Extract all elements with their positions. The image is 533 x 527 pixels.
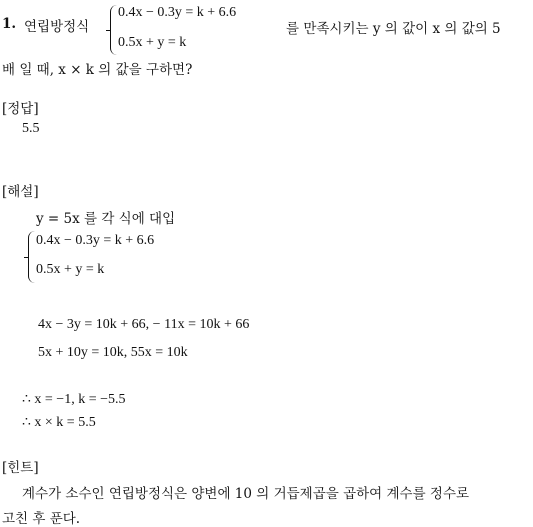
answer-value: 5.5 xyxy=(22,121,40,136)
solution-substitution-text: y = 5x 를 각 식에 대입 xyxy=(36,211,176,227)
solution-result-2: ∴ x × k = 5.5 xyxy=(22,415,96,430)
problem-lead-text: 연립방정식 xyxy=(24,19,90,35)
problem-question-text: 배 일 때, x × k 의 값을 구하면? xyxy=(2,62,193,78)
hint-heading: [힌트] xyxy=(2,460,39,476)
hint-text-line-2: 고친 후 푼다. xyxy=(2,511,81,527)
problem-number: 1. xyxy=(2,16,17,32)
problem-equation-2: 0.5x + y = k xyxy=(118,35,187,50)
solution-equation-1: 0.4x − 0.3y = k + 6.6 xyxy=(36,233,155,248)
hint-text-line-1: 계수가 소수인 연립방정식은 양변에 10 의 거듭제곱을 곱하여 계수를 정수로 xyxy=(22,486,470,502)
solution-step-1: 4x − 3y = 10k + 66, − 11x = 10k + 66 xyxy=(38,317,250,332)
problem-condition-text: 를 만족시키는 y 의 값이 x 의 값의 5 xyxy=(286,21,501,37)
solution-heading: [해설] xyxy=(2,184,39,200)
answer-heading: [정답] xyxy=(2,101,39,117)
solution-equation-2: 0.5x + y = k xyxy=(36,262,105,277)
problem-equation-1: 0.4x − 0.3y = k + 6.6 xyxy=(118,5,237,20)
solution-result-1: ∴ x = −1, k = −5.5 xyxy=(22,392,126,407)
solution-step-2: 5x + 10y = 10k, 55x = 10k xyxy=(38,345,188,360)
